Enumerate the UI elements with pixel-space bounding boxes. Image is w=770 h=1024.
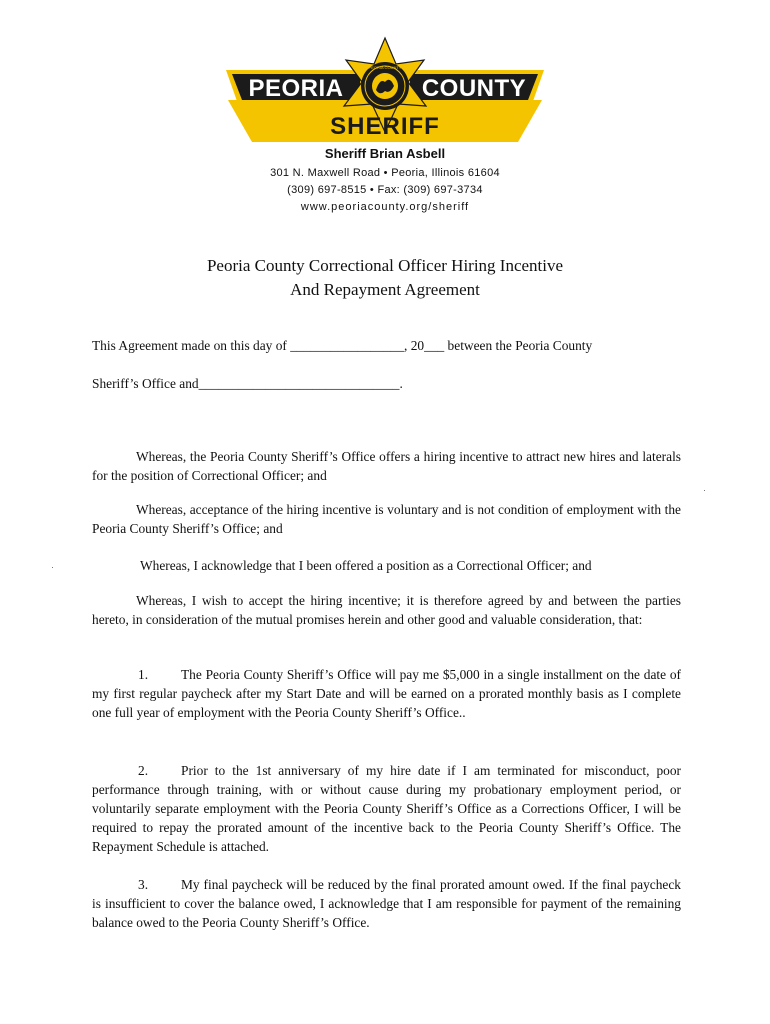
numbered-clause: [92, 761, 681, 856]
whereas-clause: Whereas, I wish to accept the hiring incentive; it is therefore agreed by and between the parties hereto, in consideration of the mutual promises herein and other good and valuable consideration, that:: [92, 593, 681, 627]
agreement-intro-line-2: Sheriff’s Office and______________________________.: [92, 376, 403, 391]
numbered-clause: [92, 665, 681, 722]
clause-number: 3.: [138, 877, 149, 892]
seal-text: PEORIA COUNTY: [368, 65, 402, 70]
scan-speck: [52, 567, 53, 568]
office-phone-fax: (309) 697-8515 • Fax: (309) 697-3734: [287, 184, 483, 196]
document-title-line-1: Peoria County Correctional Officer Hiring Incentive: [206, 256, 564, 275]
logo-bottom-word: SHERIFF: [330, 113, 440, 140]
office-address: 301 N. Maxwell Road • Peoria, Illinois 61604: [270, 167, 500, 179]
whereas-clause: Whereas, acceptance of the hiring incentive is voluntary and is not condition of employment with the Peoria County Sheriff’s Office; and: [92, 502, 681, 536]
sheriff-logo: [222, 36, 548, 144]
sheriff-name: Sheriff Brian Asbell: [324, 146, 446, 161]
agreement-intro-line-1: This Agreement made on this day of _________________, 20___ between the Peoria County: [92, 338, 593, 353]
office-website: www.peoriacounty.org/sheriff: [300, 201, 470, 213]
clause-number: 1.: [138, 667, 149, 682]
whereas-clause: Whereas, the Peoria County Sheriff’s Office offers a hiring incentive to attract new hires and laterals for the position of Correctional Officer; and: [92, 449, 681, 483]
scan-speck: [704, 490, 705, 491]
clause-text: My final paycheck will be reduced by the final prorated amount owed. If the final paycheck is insufficient to cover the balance owed, I acknowledge that I am responsible for payment of the remaining balance owed to the Peoria County Sheriff’s Office.: [92, 877, 681, 930]
clause-text: The Peoria County Sheriff’s Office will pay me $5,000 in a single installment on the date of my first regular paycheck after my Start Date and will be earned on a prorated monthly basis as I complete one full year of employment with the Peoria County Sheriff’s Office..: [92, 667, 681, 720]
clause-number: 2.: [138, 763, 149, 778]
numbered-clause: [92, 875, 681, 932]
logo-left-word: PEORIA: [248, 75, 344, 102]
logo-right-word: COUNTY: [421, 75, 527, 102]
clause-text: Prior to the 1st anniversary of my hire date if I am terminated for misconduct, poor performance through training, with or without cause during my probationary employment period, or voluntarily separate employment with the Peoria County Sheriff’s Office as a Corrections Officer, I will be required to repay the prorated amount of the incentive back to the Peoria County Sheriff’s Office. The Repayment Schedule is attached.: [92, 763, 681, 854]
whereas-clause: Whereas, I acknowledge that I been offered a position as a Correctional Officer; and: [140, 558, 592, 573]
document-title-line-2: And Repayment Agreement: [290, 280, 480, 299]
